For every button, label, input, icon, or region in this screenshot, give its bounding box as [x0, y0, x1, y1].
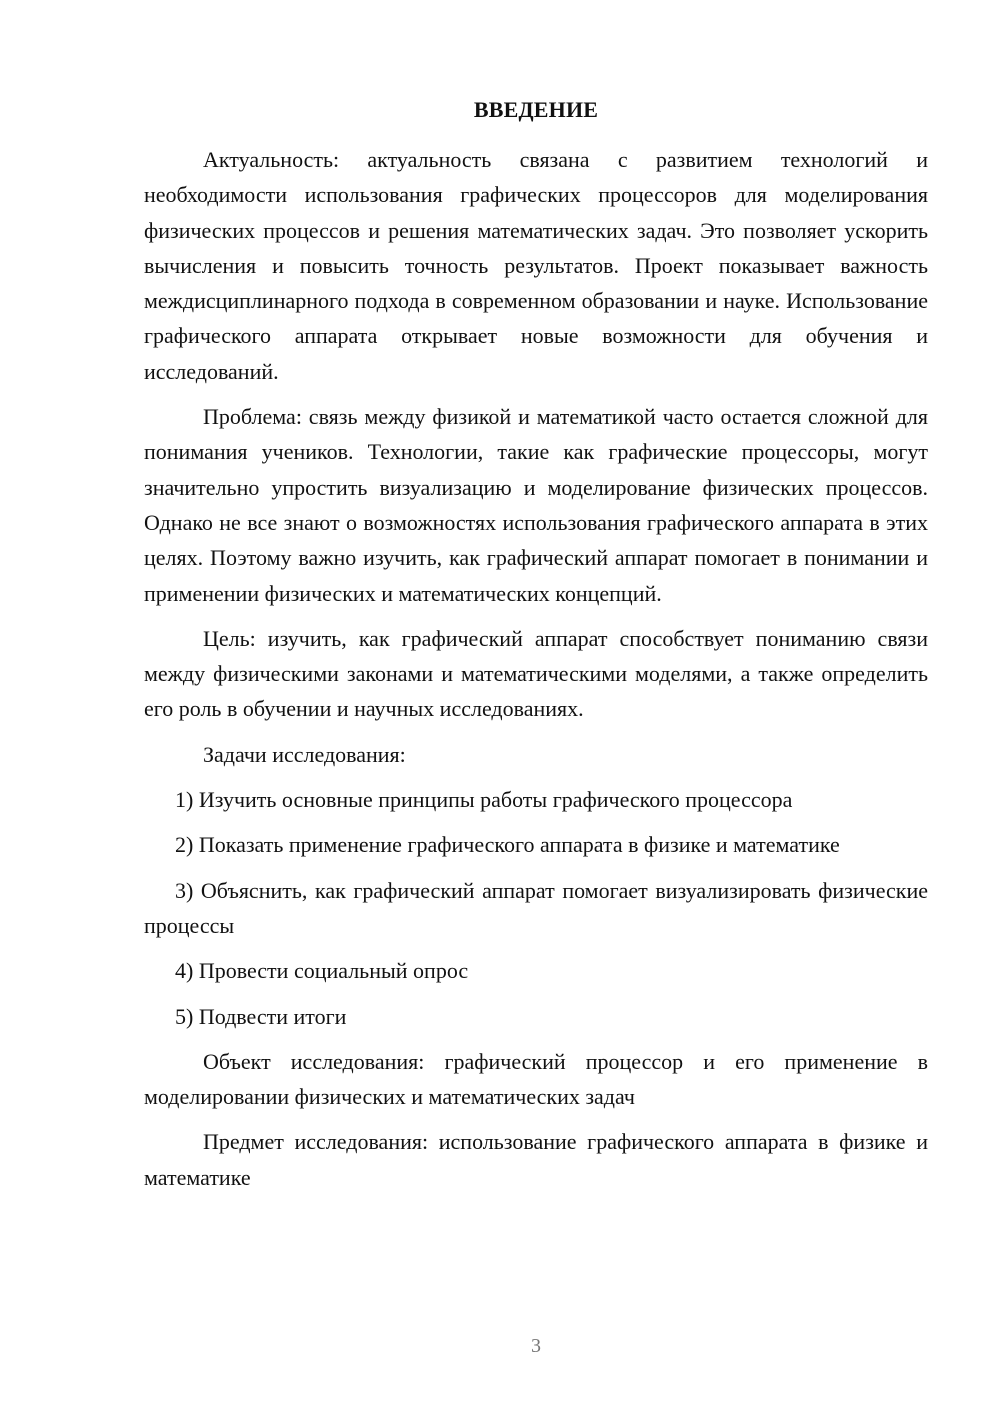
task-item-1: 1) Изучить основные принципы работы графического процессора: [175, 787, 793, 813]
paragraph-object: Объект исследования: графический процессор и его применение в моделировании физических и математических задач: [144, 1048, 928, 1110]
task-item-2: 2) Показать применение графического аппарата в физике и математике: [175, 832, 840, 858]
paragraph-relevance: Актуальность: актуальность связана с развитием технологий и необходимости использования графических процессоров для моделирования физических процессов и решения математических задач. Это позволяет ускорить вычисления и повысить точность результатов. Проект показывает важность междисциплинарного подхода в современном образовании и науке. Использование графического аппарата открывает новые возможности для обучения и исследований.: [144, 147, 928, 384]
task-item-5: 5) Подвести итоги: [175, 1003, 347, 1029]
paragraph-goal: Цель: изучить, как графический аппарат способствует пониманию связи между физическими законами и математическими моделями, а также определить его роль в обучении и научных исследованиях.: [144, 625, 928, 722]
page-content: [144, 94, 928, 1195]
task-item-3: 3) Объяснить, как графический аппарат помогает визуализировать физические процессы: [144, 877, 928, 938]
page-number: 3: [531, 1335, 541, 1357]
paragraph-subject: Предмет исследования: использование графического аппарата в физике и математике: [144, 1129, 928, 1190]
tasks-heading: Задачи исследования:: [203, 741, 406, 767]
paragraph-problem: Проблема: связь между физикой и математикой часто остается сложной для понимания учеников. Технологии, такие как графические процессоры, могут значительно упростить визуализацию и моделирование физических процессов. Однако не все знают о возможностях использования графического аппарата в этих целях. Поэтому важно изучить, как графический аппарат помогает в понимании и применении физических и математических концепций.: [144, 404, 928, 606]
task-item-4: 4) Провести социальный опрос: [175, 958, 469, 984]
section-title: ВВЕДЕНИЕ: [473, 97, 599, 122]
